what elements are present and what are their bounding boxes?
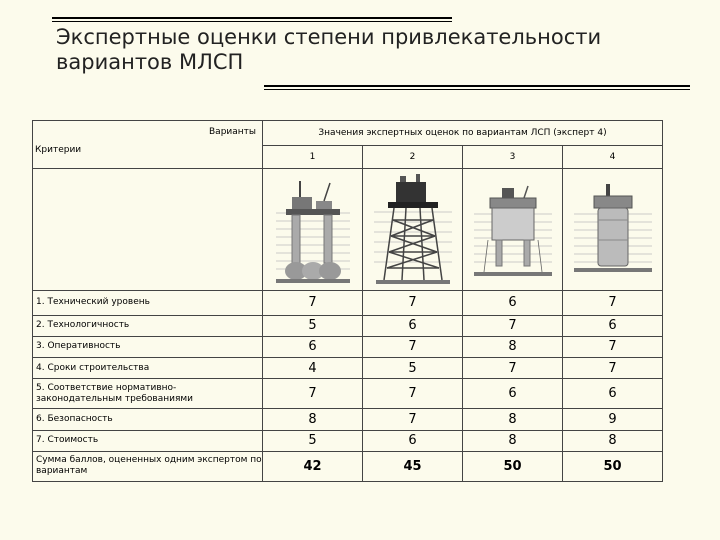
table-header: Значения экспертных оценок по вариантам ЛСП (эксперт 4) (263, 121, 663, 146)
total-cell: 42 (263, 451, 363, 481)
total-cell: 50 (563, 451, 663, 481)
score-cell: 8 (463, 336, 563, 357)
table-row (33, 291, 663, 315)
column-header-2: 2 (363, 146, 463, 169)
score-cell: 7 (363, 291, 463, 315)
score-cell: 8 (563, 430, 663, 451)
top-rule (52, 17, 452, 19)
score-cell: 4 (263, 357, 363, 378)
score-cell: 6 (463, 379, 563, 409)
score-cell: 8 (463, 409, 563, 430)
tension-leg-platform-icon (468, 180, 558, 280)
score-cell: 7 (463, 315, 563, 336)
table-row (33, 336, 663, 357)
total-cell: 50 (463, 451, 563, 481)
criteria-label: Критерии (35, 145, 82, 155)
score-cell: 5 (363, 357, 463, 378)
score-cell: 7 (363, 379, 463, 409)
column-header-4: 4 (563, 146, 663, 169)
total-label: Сумма баллов, оцененных одним экспертом по вариантам (33, 451, 263, 481)
score-cell: 7 (563, 357, 663, 378)
criterion-label: 5. Соответствие нормативно-законодательным требованиями (33, 379, 263, 409)
platform-image-cell-1 (263, 169, 363, 291)
score-cell: 7 (363, 336, 463, 357)
table-row (33, 409, 663, 430)
score-cell: 9 (563, 409, 663, 430)
score-cell: 8 (463, 430, 563, 451)
table-row (33, 357, 663, 378)
table-row (33, 430, 663, 451)
score-cell: 6 (463, 291, 563, 315)
column-header-3: 3 (463, 146, 563, 169)
score-cell: 5 (263, 430, 363, 451)
score-cell: 7 (563, 291, 663, 315)
score-cell: 7 (363, 409, 463, 430)
platform-image-cell-3 (463, 169, 563, 291)
evaluation-table (32, 120, 663, 482)
table-row (33, 315, 663, 336)
variants-label: Варианты (209, 127, 256, 137)
total-row (33, 451, 663, 481)
bottom-rule (264, 85, 690, 87)
score-cell: 7 (563, 336, 663, 357)
score-cell: 6 (563, 315, 663, 336)
criterion-label: 2. Технологичность (33, 315, 263, 336)
total-cell: 45 (363, 451, 463, 481)
column-header-1: 1 (263, 146, 363, 169)
jacket-platform-icon (368, 172, 458, 288)
table-row (33, 379, 663, 409)
caisson-platform-icon (568, 180, 658, 280)
criterion-label: 7. Стоимость (33, 430, 263, 451)
score-cell: 6 (363, 430, 463, 451)
platform-image-cell-4 (563, 169, 663, 291)
corner-header-cell (33, 121, 263, 169)
score-cell: 6 (363, 315, 463, 336)
slide-title: Экспертные оценки степени привлекательности вариантов МЛСП (56, 25, 602, 74)
image-row-label-cell (33, 169, 263, 291)
gravity-platform-icon (268, 175, 358, 285)
score-cell: 6 (563, 379, 663, 409)
score-cell: 6 (263, 336, 363, 357)
score-cell: 7 (263, 379, 363, 409)
bottom-rule-thin (264, 89, 690, 90)
platform-image-cell-2 (363, 169, 463, 291)
criterion-label: 1. Технический уровень (33, 291, 263, 315)
score-cell: 7 (263, 291, 363, 315)
score-cell: 7 (463, 357, 563, 378)
top-rule-thin (52, 21, 452, 22)
criterion-label: 4. Сроки строительства (33, 357, 263, 378)
criterion-label: 6. Безопасность (33, 409, 263, 430)
score-cell: 5 (263, 315, 363, 336)
score-cell: 8 (263, 409, 363, 430)
criterion-label: 3. Оперативность (33, 336, 263, 357)
